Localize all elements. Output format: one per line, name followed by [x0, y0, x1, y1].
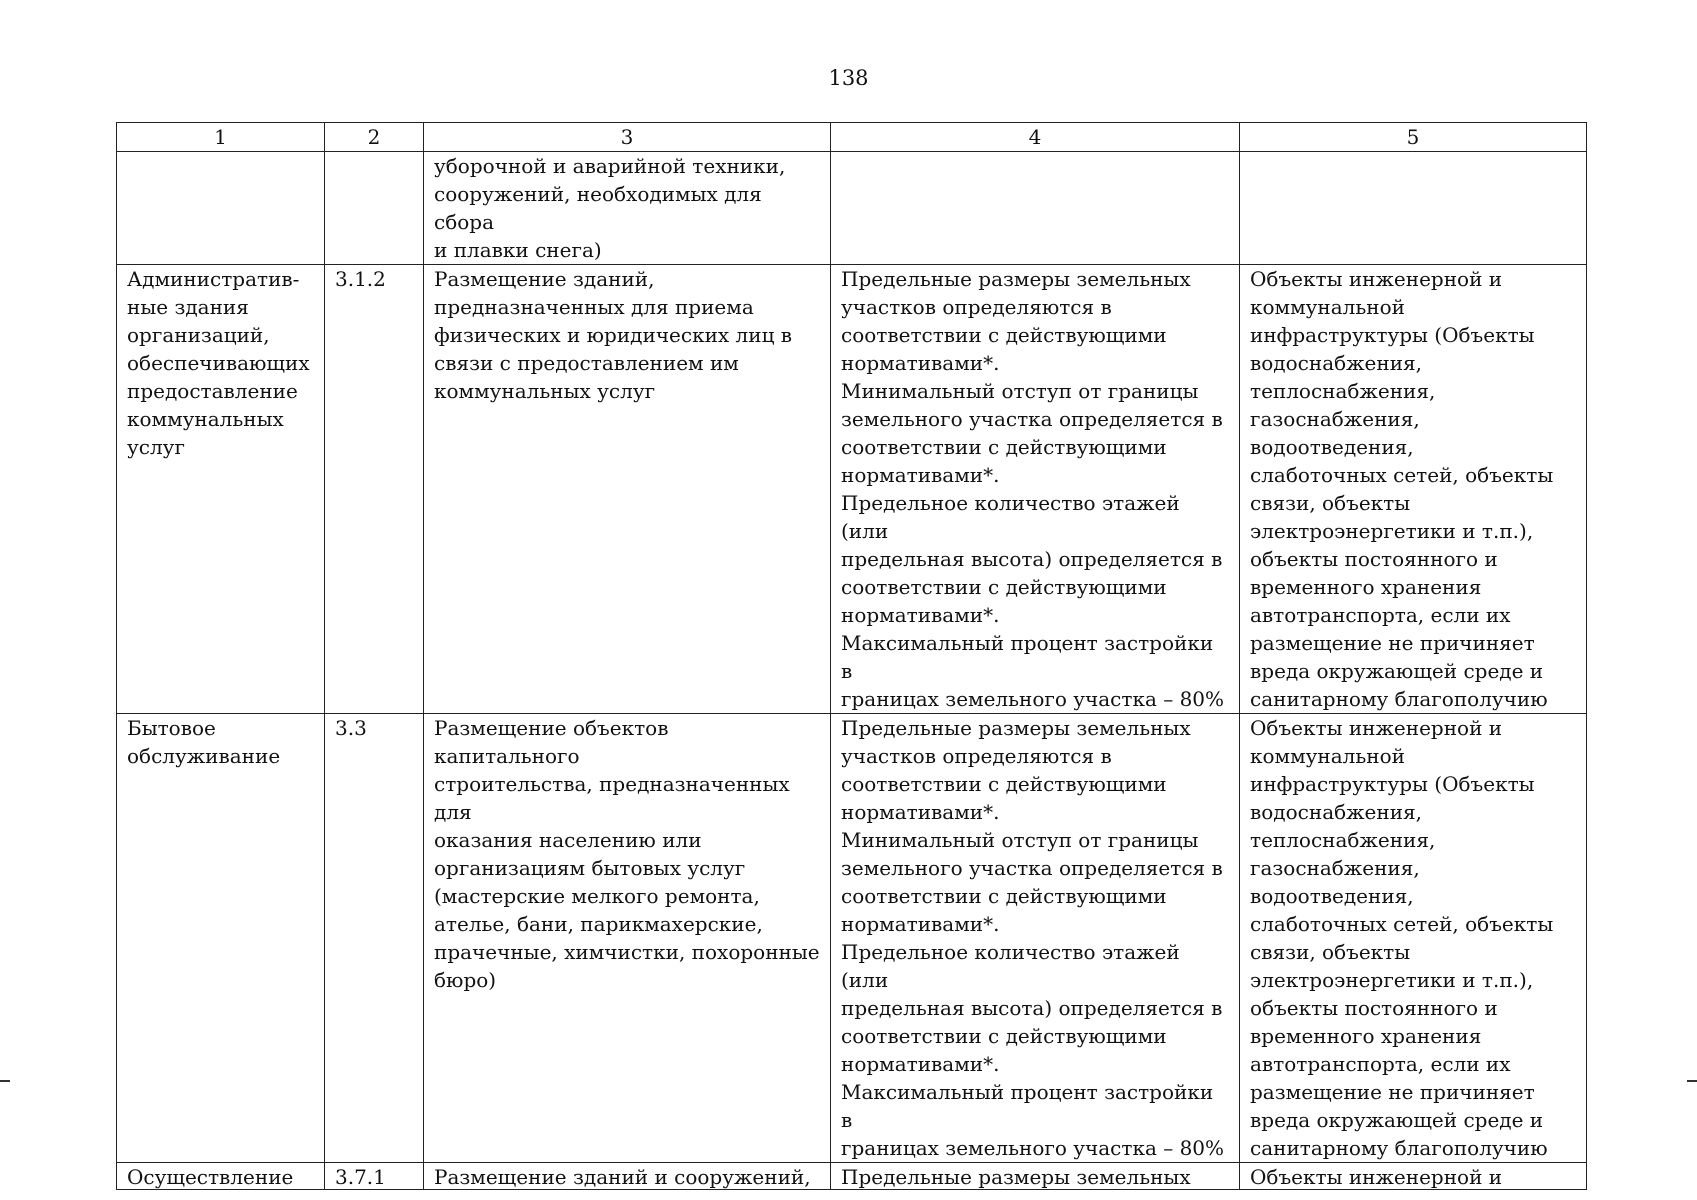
cell-text-line: организаций,: [127, 323, 270, 347]
table-cell-col2: [325, 265, 424, 714]
cell-text-line: Предельные размеры земельных: [841, 1165, 1191, 1189]
cell-text-line: земельного участка определяется в: [841, 856, 1223, 880]
cell-text-line: оказания населению или: [434, 828, 702, 852]
cell-content: [1250, 714, 1576, 1162]
cell-text-line: автотранспорта, если их: [1250, 603, 1511, 627]
left-edge-mark: [0, 1080, 10, 1082]
column-header-4: 4: [831, 123, 1240, 152]
cell-text-line: соответствии с действующими: [841, 884, 1167, 908]
cell-text-line: связи, объекты: [1250, 491, 1411, 515]
cell-text-line: Размещение зданий,: [434, 267, 655, 291]
cell-content: [127, 714, 314, 770]
cell-content: [434, 1163, 820, 1189]
cell-content: [434, 152, 820, 264]
cell-text-line: ные здания: [127, 295, 249, 319]
cell-text-line: границах земельного участка – 80%: [841, 1136, 1225, 1160]
cell-content: [335, 714, 413, 742]
cell-text-line: временного хранения: [1250, 575, 1482, 599]
cell-text-line: нормативами*.: [841, 912, 1000, 936]
cell-text-line: Размещение зданий и сооружений,: [434, 1165, 811, 1189]
cell-content: [127, 265, 314, 461]
table-cell-col1: [117, 714, 325, 1163]
cell-text-line: размещение не причиняет: [1250, 1080, 1535, 1104]
table-cell-col4: [831, 152, 1240, 265]
cell-content: [1250, 1163, 1576, 1189]
cell-text-line: участков определяются в: [841, 295, 1112, 319]
cell-text-line: газоснабжения, водоотведения,: [1250, 856, 1420, 908]
cell-text-line: санитарному благополучию: [1250, 687, 1548, 711]
cell-text-line: соответствии с действующими: [841, 1024, 1167, 1048]
cell-text-line: санитарному благополучию: [1250, 1136, 1548, 1160]
cell-text-line: газоснабжения, водоотведения,: [1250, 407, 1420, 459]
cell-text-line: теплоснабжения,: [1250, 828, 1436, 852]
table-header-row: [117, 123, 1587, 152]
cell-content: [335, 1163, 413, 1189]
cell-text-line: Осуществление: [127, 1165, 294, 1189]
cell-text-line: связи, объекты: [1250, 940, 1411, 964]
cell-text-line: и плавки снега): [434, 238, 602, 262]
table-row: [117, 1163, 1587, 1190]
cell-text-line: нормативами*.: [841, 603, 1000, 627]
cell-text-line: соответствии с действующими: [841, 435, 1167, 459]
cell-text-line: нормативами*.: [841, 1052, 1000, 1076]
cell-content: [1250, 265, 1576, 713]
cell-text-line: предельная высота) определяется в: [841, 996, 1223, 1020]
cell-text-line: Объекты инженерной и: [1250, 267, 1503, 291]
cell-text-line: водоснабжения,: [1250, 800, 1423, 824]
cell-text-line: электроэнергетики и т.п.),: [1250, 519, 1534, 543]
cell-text-line: уборочной и аварийной техники,: [434, 154, 786, 178]
table-row: [117, 152, 1587, 265]
table-cell-col3: [424, 265, 831, 714]
cell-text-line: Предельные размеры земельных: [841, 716, 1191, 740]
cell-text-line: границах земельного участка – 80%: [841, 687, 1225, 711]
table-cell-col3: [424, 1163, 831, 1190]
cell-text-line: Размещение объектов капитального: [434, 716, 669, 768]
cell-text-line: вреда окружающей среде и: [1250, 659, 1544, 683]
cell-text-line: Объекты инженерной и: [1250, 716, 1503, 740]
cell-text-line: Максимальный процент застройки в: [841, 631, 1214, 683]
table-cell-col4: [831, 1163, 1240, 1190]
cell-text-line: нормативами*.: [841, 800, 1000, 824]
cell-content: [434, 714, 820, 994]
cell-text-line: (мастерские мелкого ремонта,: [434, 884, 760, 908]
column-header-3: 3: [424, 123, 831, 152]
cell-content: [127, 1163, 314, 1189]
right-edge-mark: [1687, 1080, 1697, 1082]
table-cell-col1: [117, 1163, 325, 1190]
cell-code: 3.7.1: [335, 1165, 386, 1189]
cell-text-line: Административ-: [127, 267, 300, 291]
cell-text-line: коммунальной: [1250, 295, 1405, 319]
table-cell-col1: [117, 265, 325, 714]
cell-text-line: услуг: [127, 435, 185, 459]
cell-text-line: ателье, бани, парикмахерские,: [434, 912, 763, 936]
table-cell-col3: [424, 152, 831, 265]
cell-text-line: обслуживание: [127, 744, 281, 768]
cell-text-line: Бытовое: [127, 716, 216, 740]
cell-text-line: соответствии с действующими: [841, 323, 1167, 347]
page-number: 138: [828, 66, 869, 90]
cell-code: 3.3: [335, 716, 367, 740]
cell-text-line: земельного участка определяется в: [841, 407, 1223, 431]
cell-text-line: нормативами*.: [841, 351, 1000, 375]
cell-text-line: слаботочных сетей, объекты: [1250, 463, 1554, 487]
cell-text-line: Предельное количество этажей (или: [841, 491, 1180, 543]
cell-text-line: коммунальной: [1250, 744, 1405, 768]
cell-text-line: коммунальных: [127, 407, 284, 431]
column-header-5: 5: [1240, 123, 1587, 152]
table-cell-col3: [424, 714, 831, 1163]
cell-text-line: соответствии с действующими: [841, 575, 1167, 599]
cell-text-line: нормативами*.: [841, 463, 1000, 487]
cell-text-line: обеспечивающих: [127, 351, 310, 375]
cell-text-line: Объекты инженерной и: [1250, 1165, 1503, 1189]
cell-text-line: физических и юридических лиц в: [434, 323, 793, 347]
column-header-2: 2: [325, 123, 424, 152]
cell-text-line: слаботочных сетей, объекты: [1250, 912, 1554, 936]
table-cell-col5: [1240, 714, 1587, 1163]
cell-text-line: связи с предоставлением им: [434, 351, 739, 375]
table-row: [117, 265, 1587, 714]
table-cell-col4: [831, 714, 1240, 1163]
cell-text-line: организациям бытовых услуг: [434, 856, 746, 880]
cell-text-line: Минимальный отступ от границы: [841, 828, 1199, 852]
cell-content: [335, 265, 413, 293]
table-row: [117, 714, 1587, 1163]
cell-text-line: временного хранения: [1250, 1024, 1482, 1048]
cell-text-line: Предельное количество этажей (или: [841, 940, 1180, 992]
cell-content: [841, 1163, 1229, 1189]
cell-text-line: размещение не причиняет: [1250, 631, 1535, 655]
cell-text-line: Максимальный процент застройки в: [841, 1080, 1214, 1132]
cell-text-line: инфраструктуры (Объекты: [1250, 323, 1535, 347]
cell-text-line: предоставление: [127, 379, 298, 403]
cell-content: [841, 714, 1229, 1162]
cell-text-line: электроэнергетики и т.п.),: [1250, 968, 1534, 992]
cell-text-line: автотранспорта, если их: [1250, 1052, 1511, 1076]
table-cell-col2: [325, 714, 424, 1163]
table-cell-col1: [117, 152, 325, 265]
column-header-1: 1: [117, 123, 325, 152]
table-cell-col5: [1240, 265, 1587, 714]
cell-text-line: предназначенных для приема: [434, 295, 754, 319]
table-cell-col5: [1240, 1163, 1587, 1190]
cell-text-line: предельная высота) определяется в: [841, 547, 1223, 571]
cell-text-line: сооружений, необходимых для сбора: [434, 182, 762, 234]
cell-text-line: инфраструктуры (Объекты: [1250, 772, 1535, 796]
cell-text-line: коммунальных услуг: [434, 379, 656, 403]
cell-text-line: Минимальный отступ от границы: [841, 379, 1199, 403]
cell-text-line: водоснабжения,: [1250, 351, 1423, 375]
cell-text-line: вреда окружающей среде и: [1250, 1108, 1544, 1132]
table-cell-col5: [1240, 152, 1587, 265]
cell-text-line: теплоснабжения,: [1250, 379, 1436, 403]
cell-text-line: строительства, предназначенных для: [434, 772, 790, 824]
cell-text-line: соответствии с действующими: [841, 772, 1167, 796]
cell-text-line: Предельные размеры земельных: [841, 267, 1191, 291]
table-cell-col2: [325, 152, 424, 265]
table-cell-col4: [831, 265, 1240, 714]
regulations-table: [116, 122, 1587, 1190]
cell-text-line: прачечные, химчистки, похоронные: [434, 940, 820, 964]
cell-text-line: объекты постоянного и: [1250, 996, 1498, 1020]
table-cell-col2: [325, 1163, 424, 1190]
cell-content: [841, 265, 1229, 713]
cell-text-line: объекты постоянного и: [1250, 547, 1498, 571]
cell-text-line: бюро): [434, 968, 497, 992]
cell-text-line: участков определяются в: [841, 744, 1112, 768]
cell-code: 3.1.2: [335, 267, 386, 291]
cell-content: [434, 265, 820, 405]
